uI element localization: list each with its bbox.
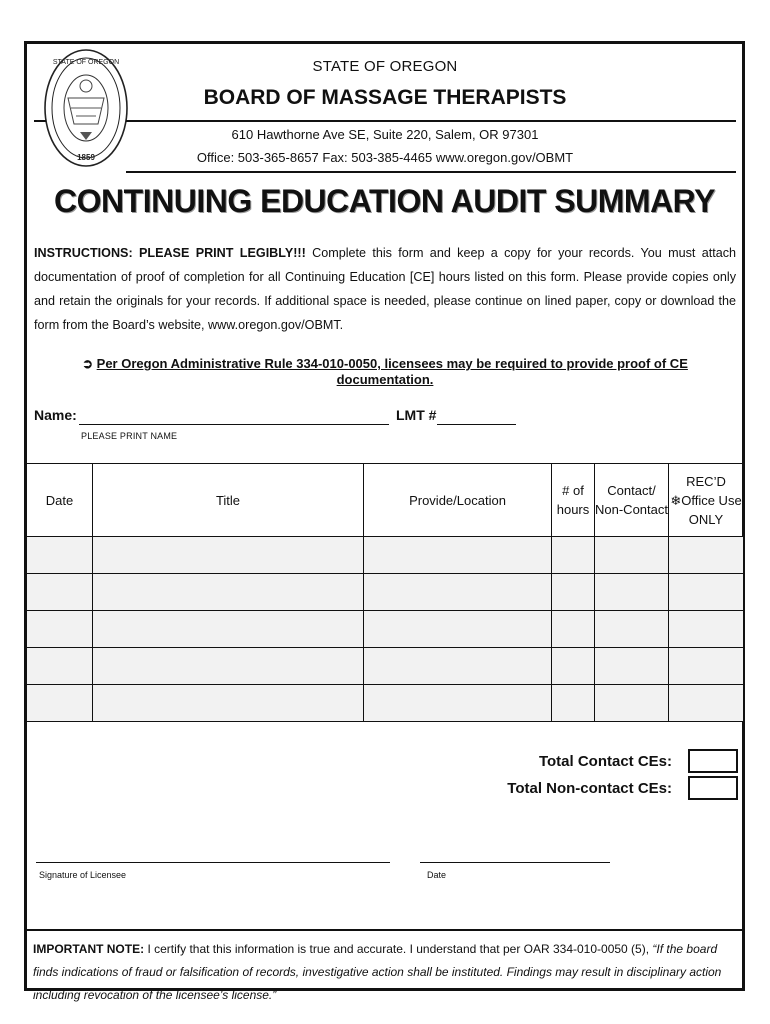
state-name: STATE OF OREGON	[312, 58, 458, 75]
cell-provider[interactable]	[364, 537, 552, 574]
total-non-contact-box[interactable]	[688, 776, 738, 800]
cell-office-use	[669, 574, 744, 611]
total-contact-box[interactable]	[688, 749, 738, 773]
cell-provider[interactable]	[364, 648, 552, 685]
cell-title[interactable]	[93, 648, 364, 685]
table-row	[27, 537, 744, 574]
col-header-provider: Provide/Location	[364, 464, 552, 537]
cell-hours[interactable]	[552, 648, 595, 685]
cell-hours[interactable]	[552, 537, 595, 574]
date-label: Date	[427, 870, 447, 880]
cell-office-use	[669, 611, 744, 648]
signature-line[interactable]	[36, 862, 390, 863]
board-address: 610 Hawthorne Ave SE, Suite 220, Salem, OR 97301	[231, 127, 539, 142]
table-row	[27, 611, 744, 648]
form-title: CONTINUING EDUCATION AUDIT SUMMARY	[54, 183, 715, 219]
cell-title[interactable]	[93, 685, 364, 722]
col-header-contact: Contact/ Non-Contact	[595, 464, 669, 537]
table-header-row	[27, 464, 744, 537]
lmt-label: LMT #	[396, 407, 437, 423]
cell-title[interactable]	[93, 611, 364, 648]
svg-text:STATE OF OREGON: STATE OF OREGON	[52, 59, 120, 66]
instructions-lead: INSTRUCTIONS: PLEASE PRINT LEGIBLY!!!	[34, 246, 306, 260]
board-contact-info: Office: 503-365-8657 Fax: 503-385-4465 www.oregon.gov/OBMT	[196, 150, 574, 165]
instructions-body: Complete this form and keep a copy for your records. You must attach documentation of proof of completion for all Continuing Education [CE] hours listed on this form. Please provide copies only and retain the originals for your records. If additional space is needed, please continue on lined paper, copy or download the form from the Board’s website, www.oregon.gov/OBMT.	[34, 246, 736, 332]
cell-hours[interactable]	[552, 574, 595, 611]
cell-office-use	[669, 648, 744, 685]
name-label: Name:	[34, 407, 77, 423]
important-quote: “If the board finds indications of fraud or falsification of records, investigative action shall be instituted. Findings may result in disciplinary action including revocation of the licensee’s license.”	[33, 942, 722, 1002]
header-line-bottom	[126, 171, 736, 173]
cell-contact[interactable]	[595, 685, 669, 722]
name-input-line[interactable]	[79, 424, 389, 425]
cell-office-use	[669, 685, 744, 722]
cell-provider[interactable]	[364, 685, 552, 722]
important-body: I certify that this information is true and accurate. I understand that per OAR 334-010-0050 (5),	[147, 942, 650, 956]
cell-hours[interactable]	[552, 685, 595, 722]
cell-date[interactable]	[27, 574, 93, 611]
signature-label: Signature of Licensee	[39, 870, 127, 880]
cell-contact[interactable]	[595, 537, 669, 574]
cell-office-use	[669, 537, 744, 574]
important-note	[33, 938, 739, 1007]
header-line-top	[126, 120, 736, 122]
cell-hours[interactable]	[552, 611, 595, 648]
cell-contact[interactable]	[595, 574, 669, 611]
table-row	[27, 648, 744, 685]
col-header-office-use: REC’D ❄Office Use ONLY	[669, 464, 744, 537]
col-header-date: Date	[27, 464, 93, 537]
important-divider	[26, 929, 743, 931]
oar-rule-notice	[34, 356, 736, 387]
cell-date[interactable]	[27, 685, 93, 722]
cell-contact[interactable]	[595, 611, 669, 648]
cell-date[interactable]	[27, 648, 93, 685]
oregon-seal-icon	[43, 46, 129, 170]
table-row	[27, 685, 744, 722]
col-header-title: Title	[93, 464, 364, 537]
cell-title[interactable]	[93, 537, 364, 574]
lmt-input-line[interactable]	[437, 424, 516, 425]
header-line-left	[34, 120, 46, 122]
total-non-contact-label: Total Non-contact CEs:	[507, 780, 672, 797]
ce-table	[26, 463, 744, 722]
important-lead: IMPORTANT NOTE:	[33, 942, 145, 956]
cell-date[interactable]	[27, 611, 93, 648]
col-header-hours: # of hours	[552, 464, 595, 537]
svg-text:1859: 1859	[77, 153, 95, 162]
cell-title[interactable]	[93, 574, 364, 611]
cell-provider[interactable]	[364, 574, 552, 611]
total-contact-label: Total Contact CEs:	[538, 753, 672, 770]
arrow-icon: ➲	[82, 356, 94, 371]
oar-rule-text: Per Oregon Administrative Rule 334-010-0050, licensees may be required to provide proof of CE documentation.	[96, 356, 688, 387]
cell-date[interactable]	[27, 537, 93, 574]
instructions	[34, 241, 736, 337]
cell-provider[interactable]	[364, 611, 552, 648]
table-row	[27, 574, 744, 611]
date-line[interactable]	[420, 862, 610, 863]
print-name-hint: PLEASE PRINT NAME	[81, 431, 178, 441]
cell-contact[interactable]	[595, 648, 669, 685]
board-name: BOARD OF MASSAGE THERAPISTS	[203, 86, 567, 109]
